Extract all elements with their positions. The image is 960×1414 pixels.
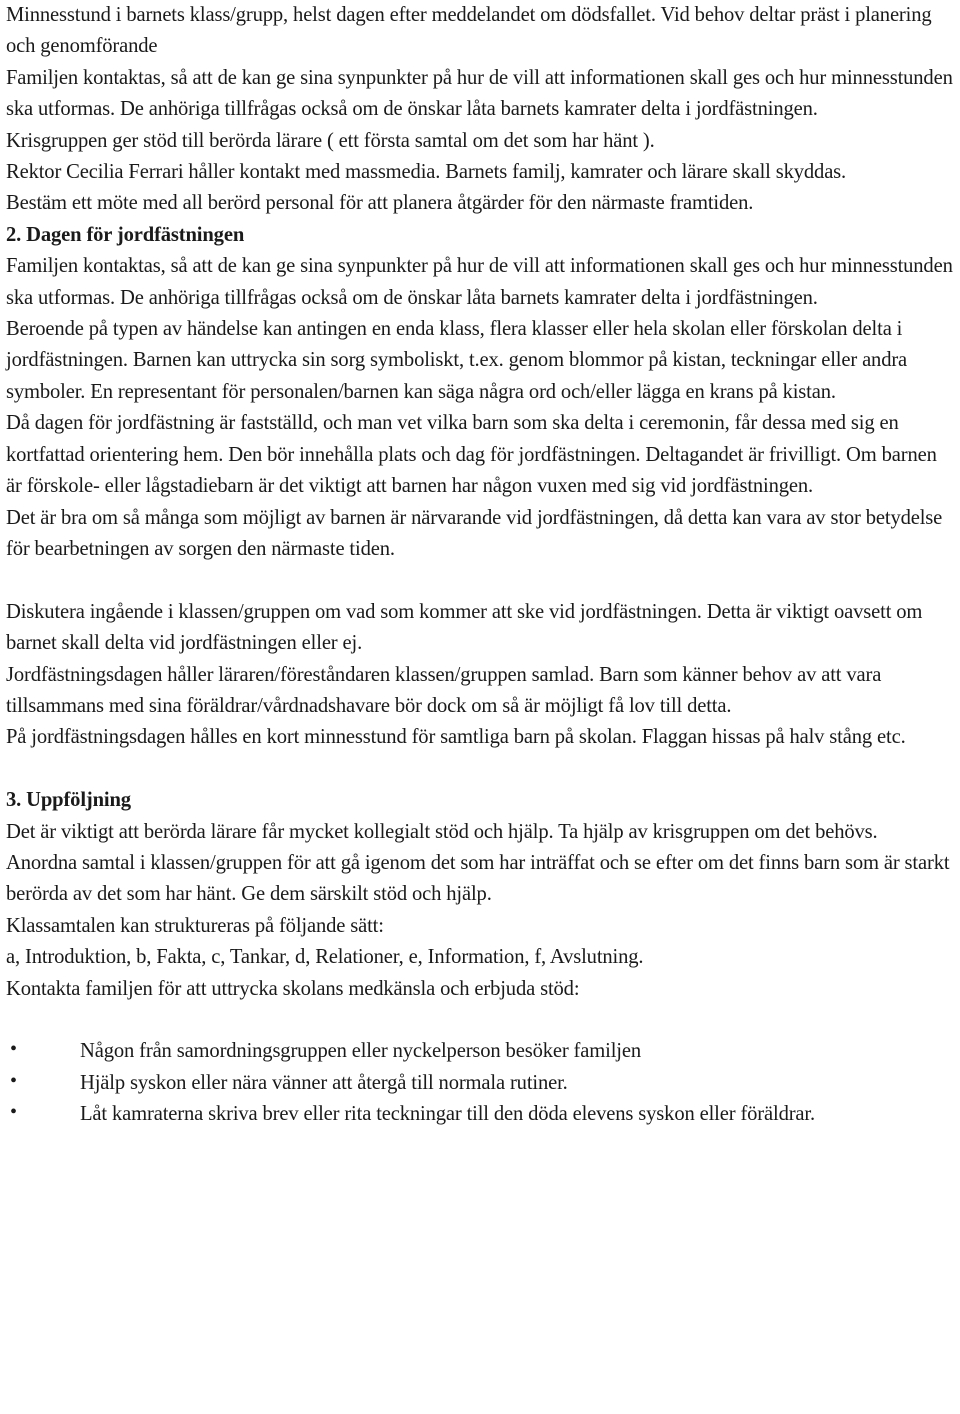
spacer [6, 565, 956, 596]
intro-paragraph-1: Minnesstund i barnets klass/grupp, helst dagen efter meddelandet om dödsfallet. Vid behov deltar präst i planering och genomförande [6, 4, 932, 58]
section-2-paragraph-5: Diskutera ingående i klassen/gruppen om vad som kommer att ske vid jordfästningen. Detta är viktigt oavsett om barnet skall delta vid jordfästningen eller ej. [6, 600, 923, 655]
section-2-paragraph-6: Jordfästningsdagen håller läraren/föreståndaren klassen/gruppen samlad. Barn som känner behov av att vara tillsammans med sina föräldrar/vårdnadshavare bör dock om så är möjligt få lov till detta. [6, 663, 882, 717]
section-3-paragraph-5: Kontakta familjen för att uttrycka skolans medkänsla och erbjuda stöd: [6, 977, 580, 1000]
bullet-icon: • [10, 1038, 17, 1061]
section-2-heading: 2. Dagen för jordfästningen [6, 223, 245, 246]
intro-paragraph-3: Krisgruppen ger stöd till berörda lärare ( ett första samtal om det som har hänt ). [6, 129, 655, 152]
intro-paragraph-2: Familjen kontaktas, så att de kan ge sina synpunkter på hur de vill att informationen skall ges och hur minnesstunden ska utformas. De anhöriga tillfrågas också om de önskar låta barnets kamrater delta i jordfästningen. [6, 66, 953, 121]
section-2-paragraph-2: Beroende på typen av händelse kan antingen en enda klass, flera klasser eller hela skolan eller förskolan delta i jordfästningen. Barnen kan uttrycka sin sorg symboliskt, t.ex. genom blommor på kistan, teckningar eller andra symboler. En representant för personalen/barnen kan säga några ord och/eller lägga en krans på kistan. [6, 318, 908, 403]
bullet-icon: • [10, 1069, 17, 1092]
section-3-paragraph-2: Anordna samtal i klassen/gruppen för att gå igenom det som har inträffat och se efter om det finns barn som är starkt berörda av det som har hänt. Ge dem särskilt stöd och hjälp. [6, 851, 950, 906]
section-2-paragraph-4: Det är bra om så många som möjligt av barnen är närvarande vid jordfästningen, då detta kan vara av stor betydelse för bearbetningen av sorgen den närmaste tiden. [6, 506, 943, 560]
section-3-paragraph-1: Det är viktigt att berörda lärare får mycket kollegialt stöd och hjälp. Ta hjälp av krisgruppen om det behövs. [6, 820, 878, 843]
section-2-paragraph-7: På jordfästningsdagen hålles en kort minnesstund för samtliga barn på skolan. Flaggan hissas på halv stång etc. [6, 726, 906, 749]
bullet-icon: • [10, 1101, 17, 1124]
list-item [6, 1036, 956, 1067]
list-item [6, 1068, 956, 1099]
document-page [6, 0, 956, 1131]
list-item-text: Låt kamraterna skriva brev eller rita teckningar till den döda elevens syskon eller föräldrar. [80, 1103, 815, 1126]
spacer [6, 754, 956, 785]
section-2-paragraph-3: Då dagen för jordfästning är fastställd, och man vet vilka barn som ska delta i ceremonin, får dessa med sig en kortfattad orientering hem. Den bör innehålla plats och dag för jordfästningen. Deltagandet är frivilligt. Om barnen är förskole- eller lågstadiebarn är det viktigt att barnen har någon vuxen med sig vid jordfästningen. [6, 412, 937, 498]
list-item-text: Hjälp syskon eller nära vänner att återgå till normala rutiner. [80, 1071, 568, 1094]
intro-paragraph-4: Rektor Cecilia Ferrari håller kontakt med massmedia. Barnets familj, kamrater och lärare skall skyddas. [6, 161, 847, 184]
section-3-paragraph-4: a, Introduktion, b, Fakta, c, Tankar, d, Relationer, e, Information, f, Avslutning. [6, 946, 644, 969]
support-list [6, 1036, 956, 1130]
section-2-paragraph-1: Familjen kontaktas, så att de kan ge sina synpunkter på hur de vill att informationen skall ges och hur minnesstunden ska utformas. De anhöriga tillfrågas också om de önskar låta barnets kamrater delta i jordfästningen. [6, 255, 953, 309]
spacer [6, 1005, 956, 1036]
intro-paragraph-5: Bestäm ett möte med all berörd personal för att planera åtgärder för den närmaste framtiden. [6, 192, 754, 215]
section-3-heading: 3. Uppföljning [6, 789, 131, 812]
list-item-text: Någon från samordningsgruppen eller nyckelperson besöker familjen [80, 1040, 641, 1063]
list-item [6, 1099, 956, 1130]
section-3-paragraph-3: Klassamtalen kan struktureras på följande sätt: [6, 914, 384, 937]
